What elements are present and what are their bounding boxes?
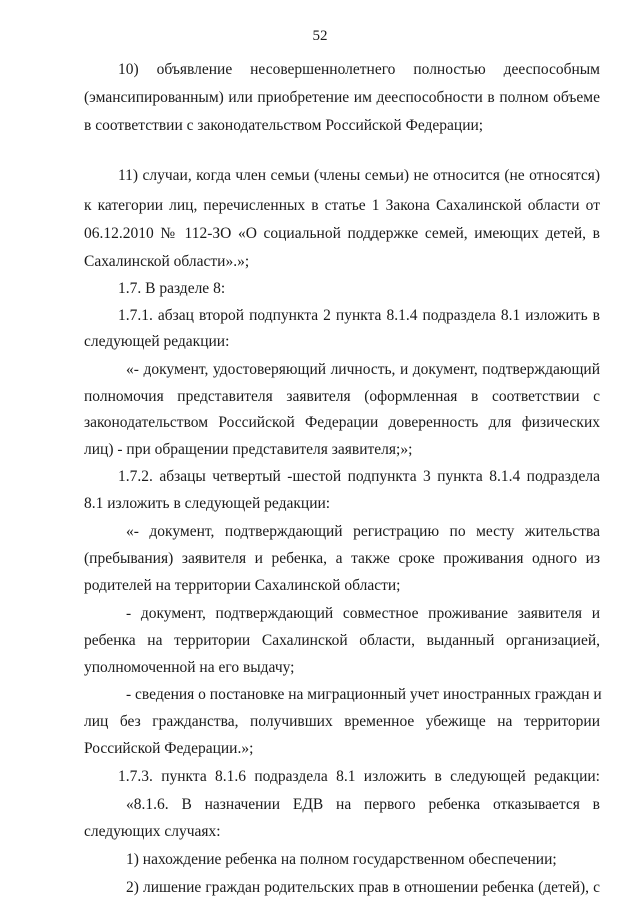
text-line: следующих случаях: (84, 823, 221, 840)
text-line: - документ, подтверждающий совместное проживание заявителя и (126, 605, 600, 622)
text-line: родителей на территории Сахалинской области; (84, 577, 401, 594)
text-line: полномочия представителя заявителя (оформленная в соответствии с (84, 388, 600, 405)
page-number: 52 (312, 28, 328, 44)
text-line: «8.1.6. В назначении ЕДВ на первого ребенка отказывается в (126, 796, 600, 813)
text-line: 2) лишение граждан родительских прав в отношении ребенка (детей), с (126, 879, 600, 896)
text-line: законодательством Российской Федерации доверенность для физических (84, 414, 600, 431)
text-line: Сахалинской области».»; (84, 253, 250, 270)
text-line: уполномоченной на его выдачу; (84, 659, 295, 676)
text-line: (эмансипированным) или приобретение им дееспособности в полном объеме (84, 89, 600, 106)
text-line: 1.7.3. пункта 8.1.6 подраздела 8.1 изложить в следующей редакции: (118, 768, 600, 785)
text-line: Российской Федерации.»; (84, 740, 254, 757)
text-line: 10) объявление несовершеннолетнего полностью дееспособным (118, 61, 600, 78)
text-line: (пребывания) заявителя и ребенка, а также сроке проживания одного из (84, 550, 600, 567)
text-line: 1) нахождение ребенка на полном государственном обеспечении; (126, 851, 557, 868)
text-line: «- документ, удостоверяющий личность, и документ, подтверждающий (126, 361, 600, 378)
text-line: к категории лиц, перечисленных в статье 1 Закона Сахалинской области от (84, 197, 600, 214)
text-line: ребенка на территории Сахалинской области, выданный организацией, (84, 632, 600, 649)
text-line: следующей редакции: (84, 333, 230, 350)
text-line: в соответствии с законодательством Российской Федерации; (84, 117, 484, 134)
text-line: 11) случаи, когда член семьи (члены семьи) не относится (не относятся) (118, 167, 600, 184)
text-line: лиц) - при обращении представителя заявителя;»; (84, 441, 413, 458)
text-line: «- документ, подтверждающий регистрацию по месту жительства (126, 523, 600, 540)
text-line: 06.12.2010 № 112-ЗО «О социальной поддержке семей, имеющих детей, в (84, 225, 600, 242)
text-line: лиц без гражданства, получивших временное убежище на территории (84, 713, 600, 730)
text-line: - сведения о постановке на миграционный учет иностранных граждан и (126, 686, 602, 703)
text-line: 1.7.1. абзац второй подпункта 2 пункта 8.1.4 подраздела 8.1 изложить в (118, 307, 600, 324)
text-line: 8.1 изложить в следующей редакции: (84, 495, 331, 512)
text-line: 1.7.2. абзацы четвертый -шестой подпункта 3 пункта 8.1.4 подраздела (118, 468, 600, 485)
text-line: 1.7. В разделе 8: (118, 280, 226, 297)
